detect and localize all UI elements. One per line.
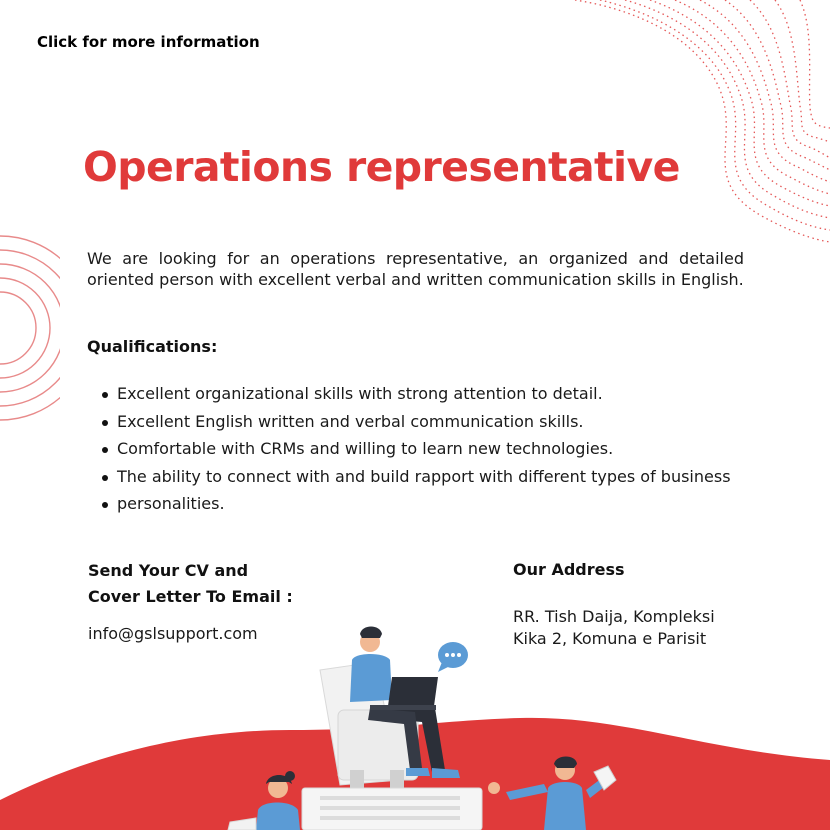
- more-info-link[interactable]: Click for more information: [37, 33, 260, 51]
- chat-bubble-icon: [438, 642, 468, 672]
- email-link[interactable]: info@gslsupport.com: [88, 624, 258, 643]
- list-item: Excellent English written and verbal communication skills.: [117, 408, 731, 436]
- intro-paragraph: We are looking for an operations representative, an organized and detailed oriented person with excellent verbal and written communication skills in English.: [87, 249, 744, 289]
- send-cv-heading-line2: Cover Letter To Email :: [88, 587, 293, 606]
- send-cv-heading-line1: Send Your CV and: [88, 561, 249, 580]
- qualifications-list: [117, 380, 731, 518]
- address-line1: RR. Tish Daija, Kompleksi: [513, 607, 715, 626]
- list-item: Comfortable with CRMs and willing to learn new technologies.: [117, 435, 731, 463]
- address-heading: Our Address: [513, 560, 625, 579]
- list-item: personalities.: [117, 490, 731, 518]
- qualifications-heading: Qualifications:: [87, 337, 218, 356]
- list-item: The ability to connect with and build rapport with different types of business: [117, 463, 731, 491]
- address-line2: Kika 2, Komuna e Parisit: [513, 629, 707, 648]
- send-cv-heading: [88, 558, 293, 610]
- list-item: Excellent organizational skills with strong attention to detail.: [117, 380, 731, 408]
- page-title: Operations representative: [83, 143, 680, 191]
- concentric-arcs-decoration: [0, 228, 60, 428]
- address-text: [513, 606, 715, 650]
